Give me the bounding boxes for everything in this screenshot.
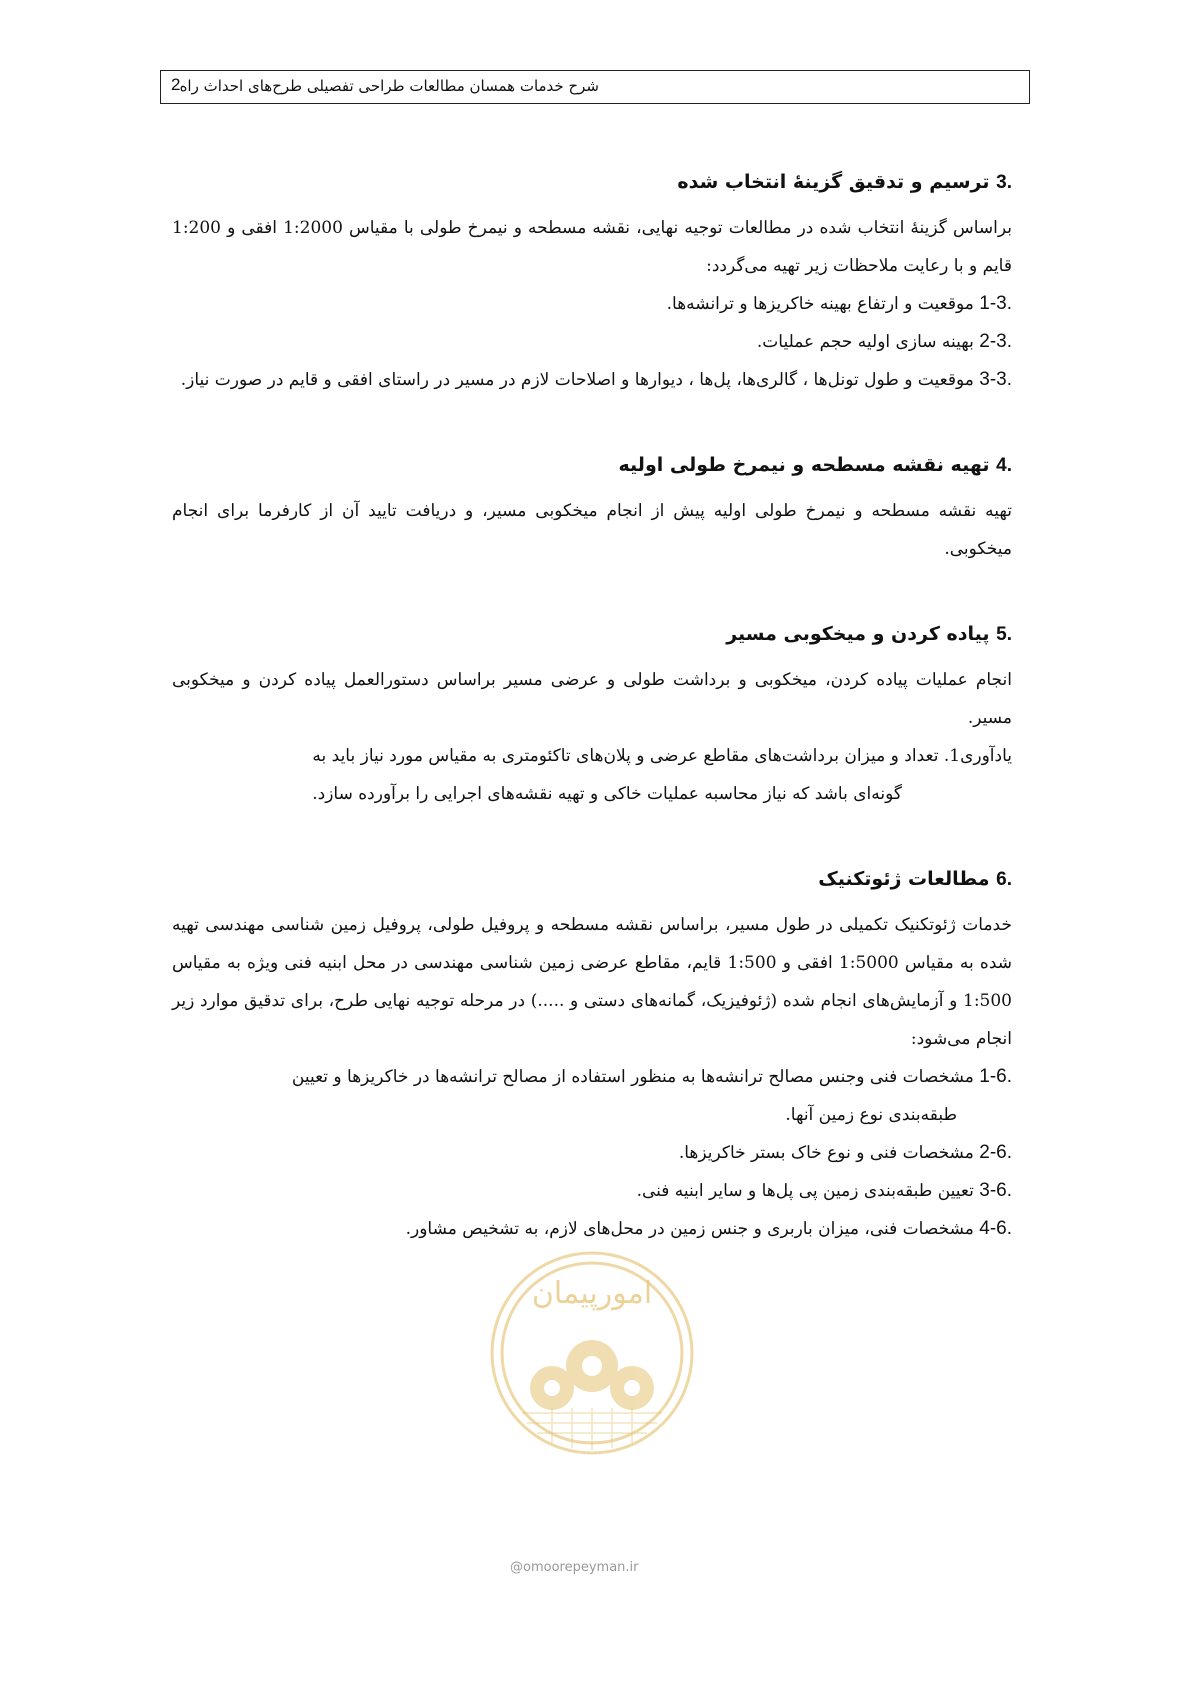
page-header <box>160 70 1030 104</box>
section-3 <box>172 168 1012 399</box>
list-item: 1-6. مشخصات فنی وجنس مصالح ترانشه‌ها به منظور استفاده از مصالح ترانشه‌ها در خاکریزها و تعیین <box>291 1066 1012 1087</box>
section-paragraph: انجام عملیات پیاده کردن، میخکوبی و برداشت طولی و عرضی مسیر براساس دستورالعمل پیاده کردن و میخکوبی مسیر. <box>172 670 1012 728</box>
watermark-site-text: @omoorepeyman.ir <box>510 1560 639 1575</box>
section-heading: 3. ترسیم و تدقیق گزینهٔ انتخاب شده <box>677 171 1012 193</box>
list-item: 2-6. مشخصات فنی و نوع خاک بستر خاکریزها. <box>678 1142 1012 1163</box>
section-paragraph: تهیه نقشه مسطحه و نیمرخ طولی اولیه پیش از انجام میخکوبی مسیر، و دریافت تایید آن از کارفرما برای انجام میخکوبی. <box>172 501 1012 559</box>
section-heading: 4. تهیه نقشه مسطحه و نیمرخ طولی اولیه <box>618 454 1012 476</box>
section-paragraph: خدمات ژئوتکنیک تکمیلی در طول مسیر، براساس نقشه مسطحه و پروفیل طولی، پروفیل زمین شناسی مهندسی تهیه شده به مقیاس 1:5000 افقی و 1:500 قایم، مقاطع عرضی زمین شناسی مهندسی در محل ابنیه فنی ویژه به مقیاس 1:500 و آزمایش‌های انجام شده (ژئوفیزیک، گمانه‌های دستی و .....) در مرحله توجیه نهایی طرح، برای تدقیق موارد زیر انجام می‌شود: <box>172 915 1012 1049</box>
watermark-logo-icon <box>482 1248 702 1458</box>
section-5 <box>172 620 1012 813</box>
page-number: 2 <box>171 75 181 94</box>
note-line-2: گونه‌ای باشد که نیاز محاسبه عملیات خاکی و تهیه نقشه‌های اجرایی را برآورده سازد. <box>312 784 902 804</box>
section-heading: 5. پیاده کردن و میخکوبی مسیر <box>726 623 1012 645</box>
header-title: شرح خدمات همسان مطالعات طراحی تفصیلی طرح‌های احداث راه <box>179 77 599 95</box>
list-item-continuation: طبقه‌بندی نوع زمین آنها. <box>785 1105 957 1125</box>
document-body <box>172 168 1012 1248</box>
section-6 <box>172 865 1012 1248</box>
list-item: 3-6. تعیین طبقه‌بندی زمین پی پل‌ها و سایر ابنیه فنی. <box>636 1180 1012 1201</box>
list-item: 2-3. بهینه سازی اولیه حجم عملیات. <box>756 331 1012 352</box>
svg-text:امورپیمان: امورپیمان <box>531 1276 653 1311</box>
section-heading: 6. مطالعات ژئوتکنیک <box>818 868 1012 890</box>
section-paragraph: براساس گزینهٔ انتخاب شده در مطالعات توجیه نهایی، نقشه مسطحه و نیمرخ طولی با مقیاس 1:2000 افقی و 1:200 قایم و با رعایت ملاحظات زیر تهیه می‌گردد: <box>172 218 1012 276</box>
list-item: 4-6. مشخصات فنی، میزان باربری و جنس زمین در محل‌های لازم، به تشخیص مشاور. <box>405 1218 1012 1239</box>
note-line-1: یادآوری1. تعداد و میزان برداشت‌های مقاطع عرضی و پلان‌های تاکئومتری به مقیاس مورد نیاز باید به <box>312 746 1012 766</box>
list-item: 3-3. موقعیت و طول تونل‌ها ، گالری‌ها، پل‌ها ، دیوارها و اصلاحات لازم در مسیر در راستای افقی و قایم در صورت نیاز. <box>180 369 1012 390</box>
section-4 <box>172 451 1012 568</box>
list-item: 1-3. موقعیت و ارتفاع بهینه خاکریزها و ترانشه‌ها. <box>666 293 1012 314</box>
